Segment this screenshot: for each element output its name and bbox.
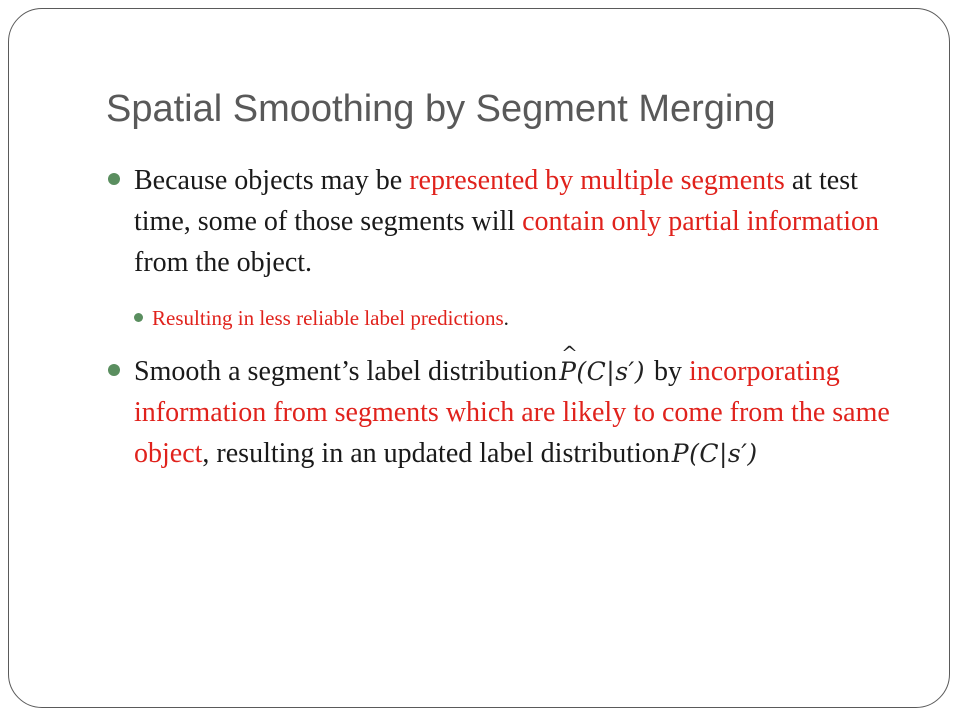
- bullet-text: Smooth a segment’s label distribution: [134, 356, 558, 387]
- bullet-text: , resulting in an updated label distribution: [202, 438, 670, 469]
- highlight-text: Resulting in less reliable label predictions: [152, 306, 504, 330]
- bullet-smooth-distribution: [108, 351, 898, 474]
- slide-title: Spatial Smoothing by Segment Merging: [106, 88, 776, 130]
- bullet-text: .: [503, 306, 509, 330]
- sub-bullet-less-reliable: [134, 303, 898, 333]
- formula-p-hat: ^ P(C|s′): [557, 351, 647, 392]
- sub-bullet-list: [108, 303, 898, 333]
- bullet-text: at test time, some of those segments will: [134, 165, 858, 237]
- bullet-text: from the object.: [134, 247, 313, 278]
- highlight-text: represented by multiple segments: [409, 165, 785, 196]
- highlight-text: incorporating information from segments which are likely to come from the same object: [134, 356, 890, 469]
- bullet-text: by: [646, 356, 689, 387]
- bullet-text: Because objects may be: [134, 165, 410, 196]
- formula-p: P(C|s′): [671, 439, 758, 468]
- highlight-text: contain only partial information: [522, 206, 879, 237]
- sub-list-container: [108, 303, 898, 333]
- bullet-list: [108, 160, 898, 474]
- bullet-objects-segments: [108, 160, 898, 283]
